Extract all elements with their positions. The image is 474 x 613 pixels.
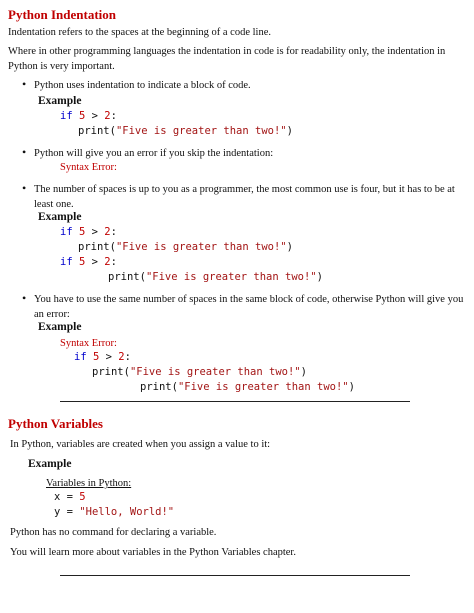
- indentation-importance: Where in other programming languages the indentation in code is for readability only, the indentation in Python is very important.: [8, 46, 446, 72]
- code-line-x: x = 5: [54, 491, 86, 503]
- bullet-marker: •: [22, 145, 27, 159]
- indentation-intro: Indentation refers to the spaces at the beginning of a code line.: [8, 27, 271, 38]
- divider-2: [60, 575, 410, 576]
- code-line-if-4: if 5 > 2:: [74, 351, 131, 363]
- code-line-y: y = "Hello, World!": [54, 506, 175, 518]
- code-line-print-1: print("Five is greater than two!"): [78, 125, 293, 137]
- variables-note-2: You will learn more about variables in the Python Variables chapter.: [10, 547, 296, 558]
- example-label-2: Example: [38, 211, 82, 223]
- code-line-if-3: if 5 > 2:: [60, 256, 117, 268]
- example-label-1: Example: [38, 95, 82, 107]
- variables-intro: In Python, variables are created when you assign a value to it:: [10, 439, 271, 450]
- bullet-marker: •: [22, 77, 27, 91]
- code-line-if-1: if 5 > 2:: [60, 110, 117, 122]
- example-label-3: Example: [38, 321, 82, 333]
- bullet-text-3: The number of spaces is up to you as a programmer, the most common use is four, but it has to be at least one.: [34, 184, 455, 210]
- example-label-4: Example: [28, 458, 72, 470]
- bullet-text-2: Python will give you an error if you skip the indentation:: [34, 148, 274, 159]
- section-title-variables: Python Variables: [8, 416, 103, 431]
- section-title-indentation: Python Indentation: [8, 7, 116, 22]
- code-line-if-2: if 5 > 2:: [60, 226, 117, 238]
- bullet-text-4: You have to use the same number of spaces in the same block of code, otherwise Python will give you an error:: [34, 294, 464, 320]
- bullet-text-1: Python uses indentation to indicate a block of code.: [34, 80, 251, 91]
- bullet-marker: •: [22, 291, 27, 305]
- bullet-marker: •: [22, 181, 27, 195]
- syntax-error-label-1: Syntax Error:: [60, 162, 117, 173]
- syntax-error-label-2: Syntax Error:: [60, 338, 117, 349]
- code-line-print-5: print("Five is greater than two!"): [140, 381, 355, 393]
- code-line-print-3: print("Five is greater than two!"): [108, 271, 323, 283]
- divider-1: [60, 401, 410, 402]
- variables-sub-label: Variables in Python:: [46, 478, 132, 489]
- code-line-print-4: print("Five is greater than two!"): [92, 366, 307, 378]
- code-line-print-2: print("Five is greater than two!"): [78, 241, 293, 253]
- variables-note-1: Python has no command for declaring a variable.: [10, 527, 217, 538]
